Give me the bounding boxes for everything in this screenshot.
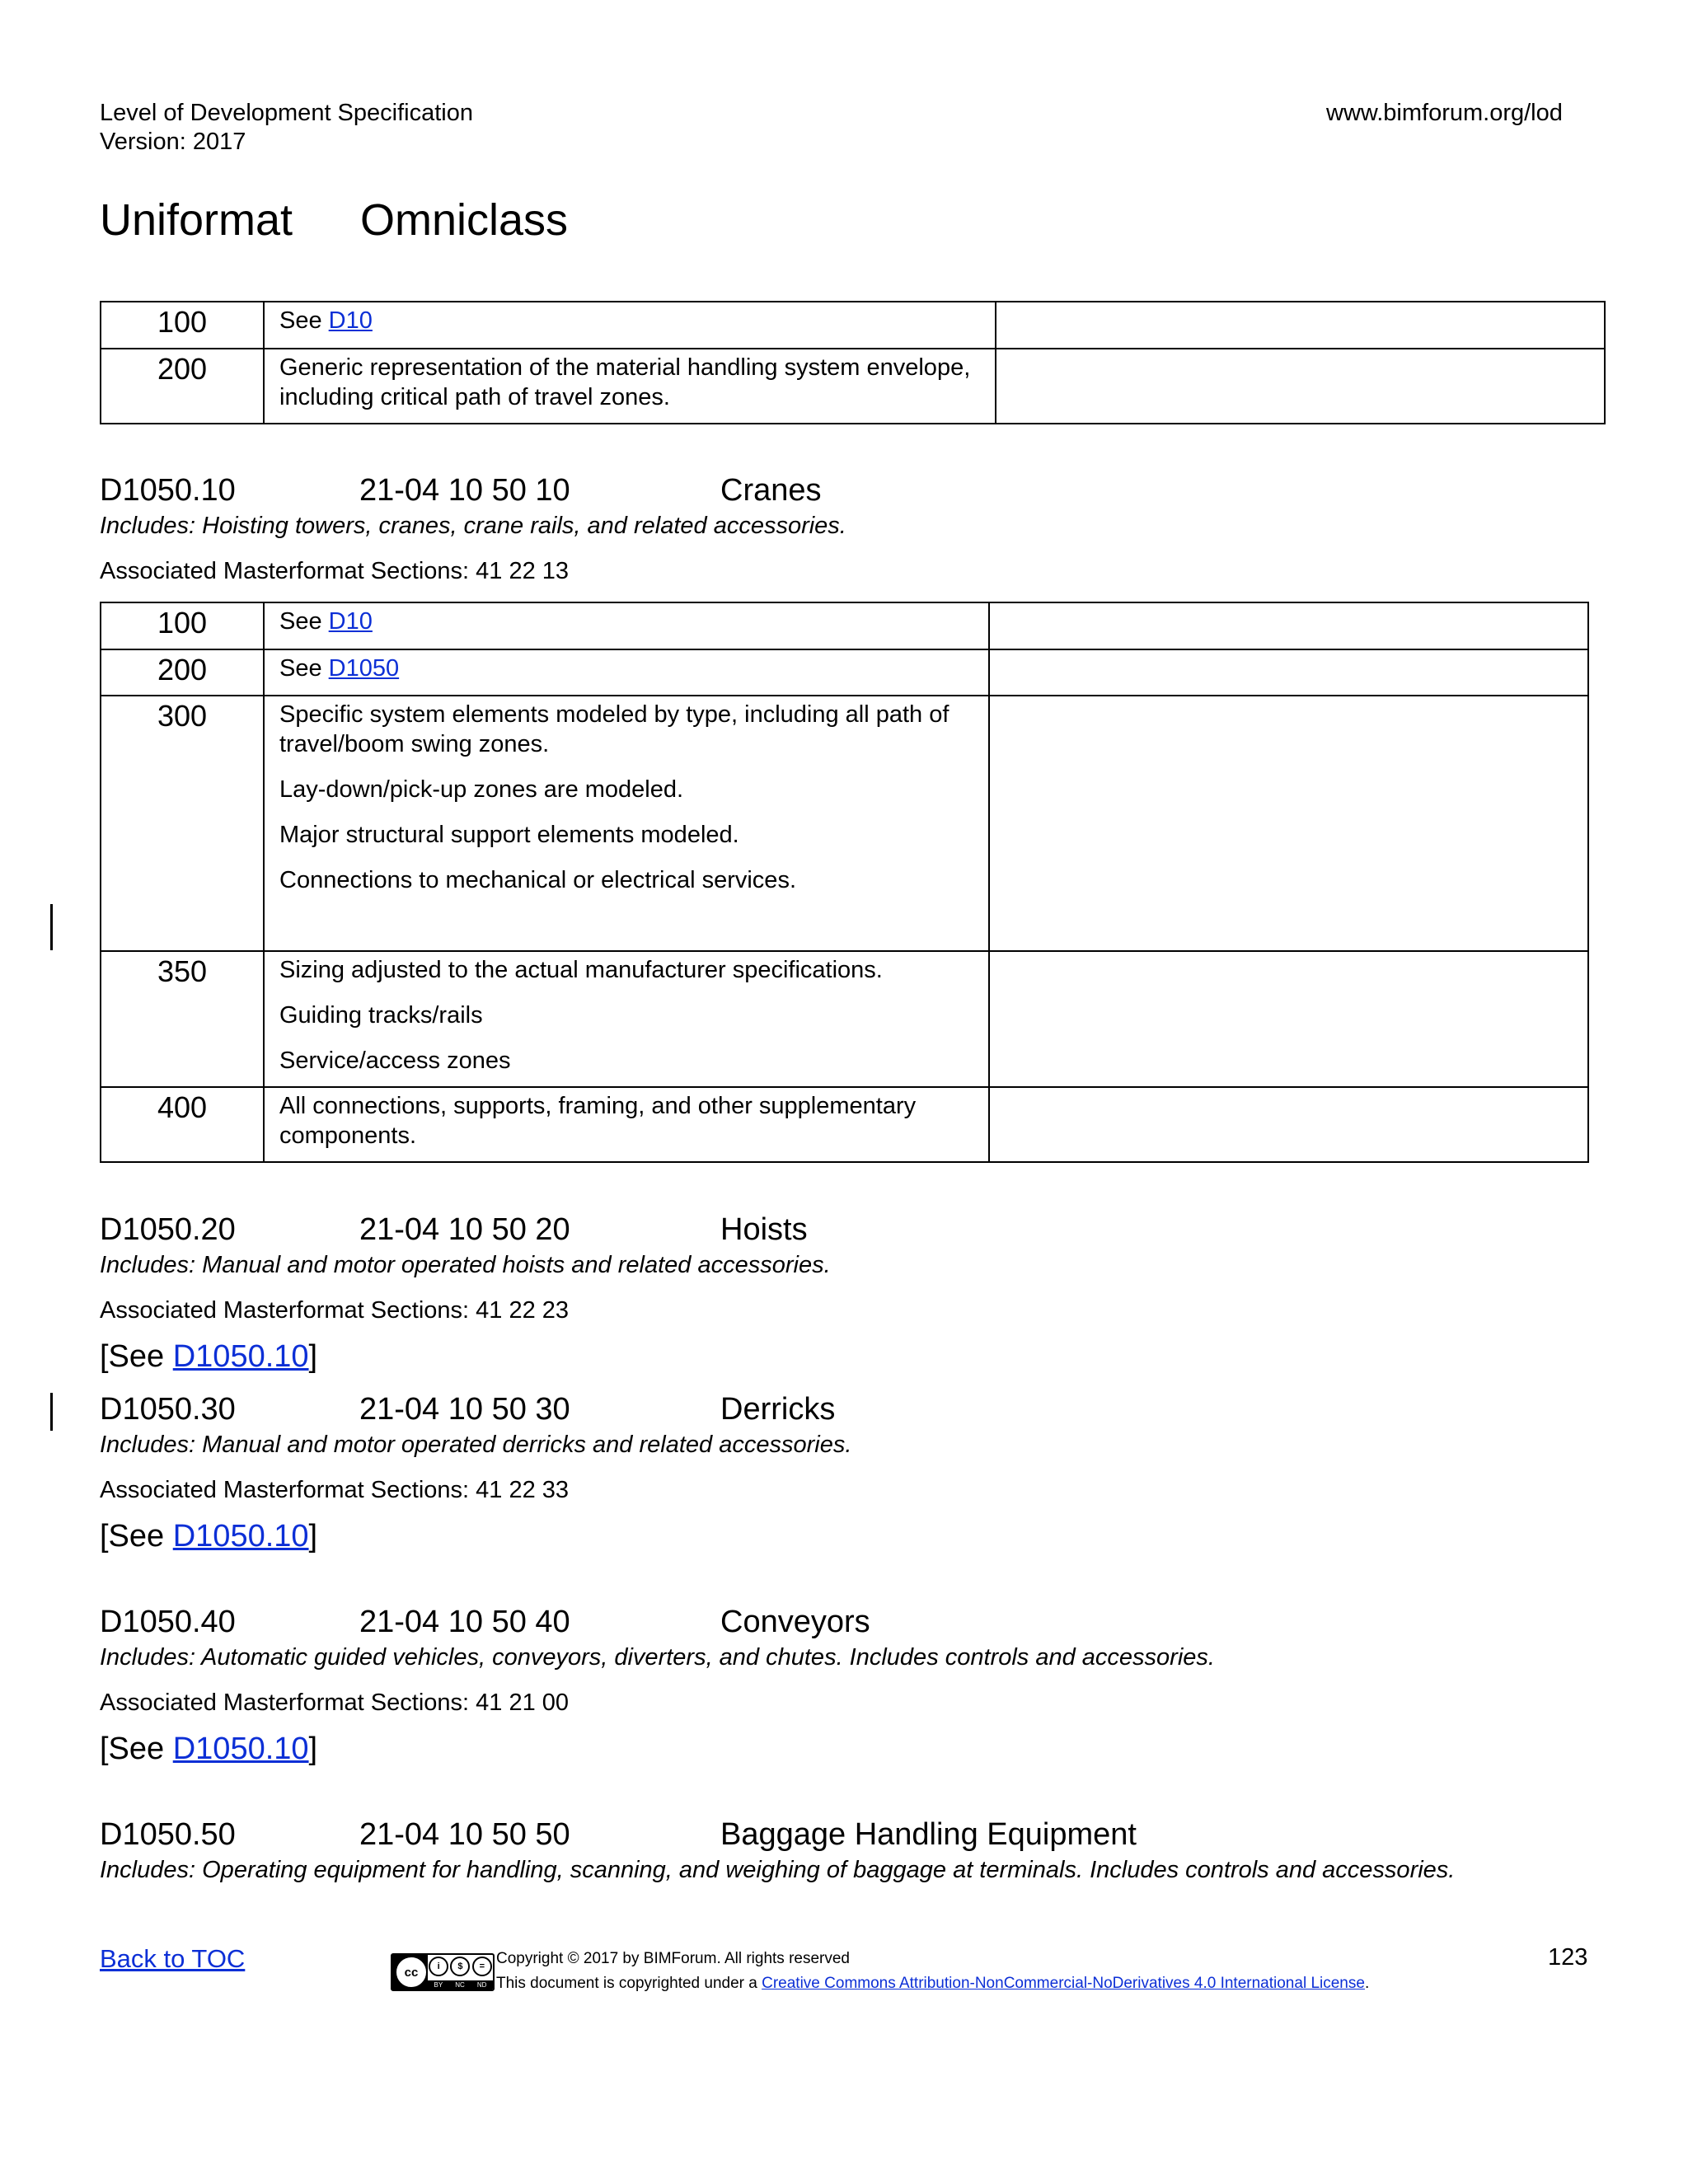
- section-name: Derricks: [720, 1392, 836, 1427]
- includes-text: Includes: Operating equipment for handling, scanning, and weighing of baggage at terminals. Includes controls and accessories.: [100, 1857, 1456, 1883]
- lod-level: 200: [101, 349, 264, 424]
- see-reference: [100, 1519, 317, 1554]
- lod-table-continued: [100, 301, 1606, 424]
- omniclass-code: 21-04 10 50 50: [359, 1817, 570, 1852]
- attribution-icon: i: [429, 1957, 448, 1976]
- description-text: Lay-down/pick-up zones are modeled.: [279, 776, 684, 803]
- description-text: All connections, supports, framing, and other supplementary components.: [279, 1093, 917, 1149]
- description-text: Major structural support elements modeled.: [279, 822, 739, 848]
- lod-notes: [989, 1087, 1588, 1162]
- license-notice: [496, 1975, 1369, 1993]
- link-d10[interactable]: D10: [328, 307, 373, 334]
- omniclass-code: 21-04 10 50 40: [359, 1605, 570, 1639]
- lod-level: 100: [101, 302, 264, 349]
- lod-notes: [996, 302, 1605, 349]
- license-suffix: .: [1364, 1975, 1370, 1992]
- lod-level: 400: [101, 1087, 264, 1162]
- table-row: [101, 602, 1588, 649]
- uniformat-code: D1050.50: [100, 1817, 236, 1852]
- copyright-notice: Copyright © 2017 by BIMForum. All rights reserved: [496, 1950, 851, 1967]
- table-row: [101, 349, 1605, 424]
- table-row: [101, 1087, 1588, 1162]
- see-text: ]: [308, 1732, 318, 1766]
- see-text: [See: [100, 1339, 173, 1374]
- link-d1050-10[interactable]: D1050.10: [172, 1519, 309, 1554]
- nd-label: ND: [476, 1981, 487, 1989]
- revision-bar: [50, 1393, 53, 1431]
- uniformat-code: D1050.30: [100, 1392, 236, 1427]
- document-version: Version: 2017: [100, 129, 246, 155]
- see-reference: [100, 1732, 317, 1767]
- nc-label: NC: [455, 1981, 465, 1989]
- section-name: Conveyors: [720, 1605, 870, 1639]
- lod-description: [264, 302, 996, 349]
- lod-notes: [996, 349, 1605, 424]
- masterformat-sections: Associated Masterformat Sections: 41 22 33: [100, 1477, 570, 1503]
- page-number: 123: [1548, 1944, 1588, 1971]
- includes-text: Includes: Automatic guided vehicles, conveyors, diverters, and chutes. Includes controls and accessories.: [100, 1644, 1215, 1671]
- masterformat-sections: Associated Masterformat Sections: 41 22 23: [100, 1297, 570, 1324]
- see-text: See: [279, 608, 329, 635]
- lod-description: [264, 349, 996, 424]
- table-row: [101, 696, 1588, 951]
- table-row: [101, 302, 1605, 349]
- lod-level: 100: [101, 602, 264, 649]
- omniclass-code: 21-04 10 50 20: [359, 1212, 570, 1247]
- see-text: See: [279, 655, 329, 682]
- section-name: Cranes: [720, 473, 822, 508]
- link-d1050-10[interactable]: D1050.10: [172, 1732, 309, 1766]
- description-text: Guiding tracks/rails: [279, 1002, 483, 1029]
- description-text: Specific system elements modeled by type, including all path of travel/boom swing zones.: [279, 701, 950, 757]
- header-url: www.bimforum.org/lod: [1326, 100, 1563, 126]
- section-heading-hoists: [100, 1212, 808, 1248]
- masterformat-sections: Associated Masterformat Sections: 41 22 13: [100, 558, 570, 584]
- lod-description: [264, 1087, 989, 1162]
- see-text: See: [279, 307, 329, 334]
- license-link[interactable]: Creative Commons Attribution-NonCommercial-NoDerivatives 4.0 International License: [762, 1975, 1365, 1992]
- creative-commons-license-icon: [391, 1953, 495, 1991]
- lod-description: [264, 602, 989, 649]
- masterformat-sections: Associated Masterformat Sections: 41 21 00: [100, 1690, 570, 1716]
- description-text: Connections to mechanical or electrical services.: [279, 867, 796, 893]
- lod-table-cranes: [100, 602, 1589, 1163]
- see-text: [See: [100, 1519, 173, 1554]
- includes-text: Includes: Hoisting towers, cranes, crane rails, and related accessories.: [100, 513, 846, 539]
- lod-level: 200: [101, 649, 264, 696]
- document-title: Level of Development Specification: [100, 100, 473, 126]
- lod-notes: [989, 602, 1588, 649]
- title-uniformat: Uniformat: [100, 195, 293, 245]
- omniclass-code: 21-04 10 50 30: [359, 1392, 570, 1427]
- includes-text: Includes: Manual and motor operated derricks and related accessories.: [100, 1432, 852, 1458]
- description-text: Sizing adjusted to the actual manufacturer specifications.: [279, 957, 883, 983]
- table-row: [101, 649, 1588, 696]
- uniformat-code: D1050.10: [100, 473, 236, 508]
- lod-level: 350: [101, 951, 264, 1087]
- by-label: BY: [434, 1981, 443, 1989]
- table-row: [101, 951, 1588, 1087]
- see-text: ]: [308, 1339, 318, 1374]
- description-text: Generic representation of the material handling system envelope, including critical path of travel zones.: [279, 354, 971, 410]
- omniclass-code: 21-04 10 50 10: [359, 473, 570, 508]
- lod-notes: [989, 951, 1588, 1087]
- section-name: Baggage Handling Equipment: [720, 1817, 1137, 1852]
- license-prefix: This document is copyrighted under a: [496, 1975, 762, 1992]
- lod-notes: [989, 696, 1588, 951]
- section-heading-baggage: [100, 1817, 1137, 1853]
- back-to-toc-link[interactable]: Back to TOC: [100, 1944, 246, 1973]
- see-text: [See: [100, 1732, 173, 1766]
- noncommercial-icon: $: [450, 1957, 470, 1976]
- noderivatives-icon: =: [472, 1957, 492, 1976]
- section-heading-cranes: [100, 473, 822, 509]
- revision-bar: [50, 904, 53, 950]
- lod-description: [264, 951, 989, 1087]
- section-heading-derricks: [100, 1392, 836, 1427]
- link-d10[interactable]: D10: [328, 608, 373, 635]
- lod-level: 300: [101, 696, 264, 951]
- section-name: Hoists: [720, 1212, 808, 1247]
- link-d1050[interactable]: D1050: [328, 655, 400, 682]
- lod-notes: [989, 649, 1588, 696]
- page-title-row: [100, 194, 569, 246]
- cc-icon: cc: [395, 1956, 428, 1989]
- lod-description: [264, 649, 989, 696]
- link-d1050-10[interactable]: D1050.10: [172, 1339, 309, 1374]
- uniformat-code: D1050.40: [100, 1605, 236, 1639]
- lod-description: [264, 696, 989, 951]
- see-reference: [100, 1339, 317, 1375]
- see-text: ]: [308, 1519, 318, 1554]
- includes-text: Includes: Manual and motor operated hoists and related accessories.: [100, 1252, 831, 1278]
- title-omniclass: Omniclass: [360, 195, 569, 245]
- section-heading-conveyors: [100, 1605, 870, 1640]
- uniformat-code: D1050.20: [100, 1212, 236, 1247]
- description-text: Service/access zones: [279, 1047, 511, 1074]
